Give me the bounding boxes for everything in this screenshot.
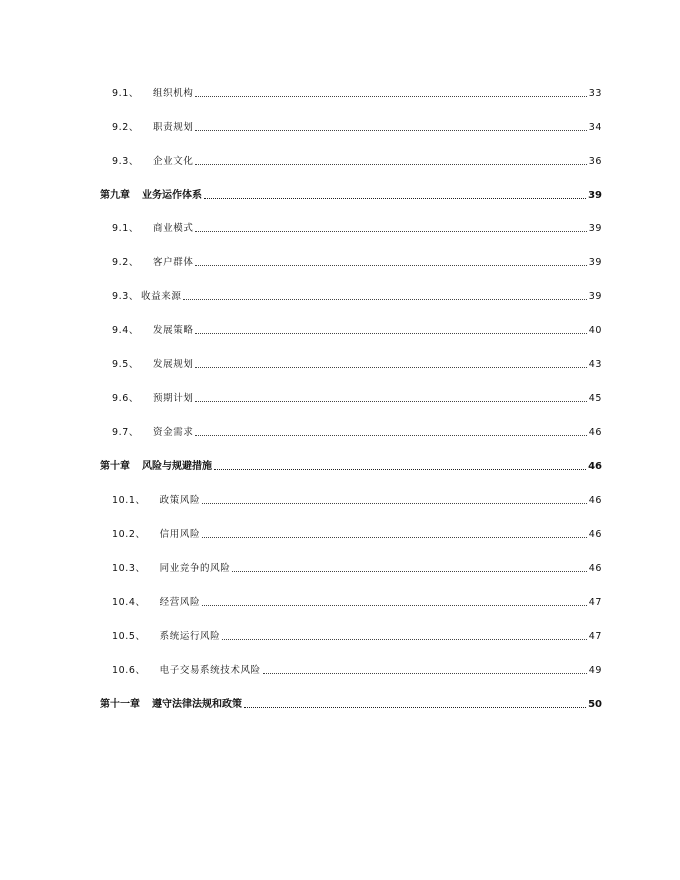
toc-entry-page-number: 39 xyxy=(588,257,602,268)
toc-entry-page-number: 46 xyxy=(588,563,602,574)
toc-entry-number: 9.1、 xyxy=(112,223,140,234)
dot-leader xyxy=(195,163,586,165)
toc-entry-page-number: 40 xyxy=(588,325,602,336)
toc-section-entry[interactable] xyxy=(0,656,680,676)
toc-section-entry[interactable] xyxy=(0,520,680,540)
toc-entry-title: 业务运作体系 xyxy=(142,190,202,201)
toc-entry-title: 商业模式 xyxy=(153,223,194,234)
toc-section-entry[interactable] xyxy=(0,248,680,268)
toc-entry-title: 发展策略 xyxy=(153,325,194,336)
toc-entry-page-number: 49 xyxy=(588,665,602,676)
toc-entry-number: 10.3、 xyxy=(112,563,146,574)
toc-section-entry[interactable] xyxy=(0,588,680,608)
toc-entry-page-number: 33 xyxy=(588,88,602,99)
toc-entry-page-number: 39 xyxy=(588,190,602,201)
toc-entry-page-number: 46 xyxy=(588,495,602,506)
toc-section-entry[interactable] xyxy=(0,147,680,167)
toc-entry-page-number: 47 xyxy=(588,631,602,642)
toc-entry-title: 收益来源 xyxy=(141,291,182,302)
toc-entry-page-number: 47 xyxy=(588,597,602,608)
toc-entry-title: 遵守法律法规和政策 xyxy=(152,699,242,710)
dot-leader xyxy=(202,502,587,504)
toc-entry-number: 第九章 xyxy=(100,190,130,201)
toc-chapter-entry[interactable] xyxy=(0,452,680,472)
dot-leader xyxy=(195,366,586,368)
toc-entry-page-number: 36 xyxy=(588,156,602,167)
toc-entry-number: 9.6、 xyxy=(112,393,140,404)
dot-leader xyxy=(263,672,587,674)
toc-entry-title: 职责规划 xyxy=(153,122,194,133)
toc-entry-page-number: 45 xyxy=(588,393,602,404)
toc-chapter-entry[interactable] xyxy=(0,690,680,710)
dot-leader xyxy=(183,298,586,300)
toc-entry-title: 电子交易系统技术风险 xyxy=(159,665,261,676)
toc-entry-number: 9.2、 xyxy=(112,122,140,133)
toc-section-entry[interactable] xyxy=(0,554,680,574)
toc-section-entry[interactable] xyxy=(0,113,680,133)
toc-section-entry[interactable] xyxy=(0,350,680,370)
toc-chapter-entry[interactable] xyxy=(0,181,680,201)
dot-leader xyxy=(195,400,586,402)
toc-section-entry[interactable] xyxy=(0,282,680,302)
toc-entry-title: 政策风险 xyxy=(159,495,201,506)
toc-entry-title: 客户群体 xyxy=(153,257,194,268)
toc-entry-title: 系统运行风险 xyxy=(159,631,221,642)
toc-entry-title: 信用风险 xyxy=(159,529,201,540)
toc-entry-number: 10.1、 xyxy=(112,495,146,506)
toc-entry-number: 10.2、 xyxy=(112,529,146,540)
toc-entry-number: 9.7、 xyxy=(112,427,140,438)
toc-entry-page-number: 50 xyxy=(588,699,602,710)
toc-entry-title: 组织机构 xyxy=(153,88,194,99)
toc-section-entry[interactable] xyxy=(0,79,680,99)
dot-leader xyxy=(232,570,586,572)
toc-entry-number: 10.5、 xyxy=(112,631,146,642)
dot-leader xyxy=(195,129,586,131)
toc-section-entry[interactable] xyxy=(0,316,680,336)
toc-section-entry[interactable] xyxy=(0,622,680,642)
toc-entry-number: 9.2、 xyxy=(112,257,140,268)
dot-leader xyxy=(195,434,586,436)
toc-entry-title: 经营风险 xyxy=(159,597,201,608)
toc-entry-number: 第十一章 xyxy=(100,699,140,710)
toc-entry-page-number: 34 xyxy=(588,122,602,133)
dot-leader xyxy=(195,95,586,97)
dot-leader xyxy=(195,230,586,232)
toc-entry-page-number: 39 xyxy=(588,223,602,234)
toc-entry-page-number: 39 xyxy=(588,291,602,302)
dot-leader xyxy=(204,197,586,199)
dot-leader xyxy=(202,604,587,606)
toc-entry-number: 10.6、 xyxy=(112,665,146,676)
toc-entry-title: 企业文化 xyxy=(153,156,194,167)
toc-entry-title: 风险与规避措施 xyxy=(142,461,212,472)
toc-entry-number: 10.4、 xyxy=(112,597,146,608)
toc-entry-title: 预期计划 xyxy=(153,393,194,404)
dot-leader xyxy=(195,332,586,334)
toc-entry-number: 9.5、 xyxy=(112,359,140,370)
toc-entry-number: 9.4、 xyxy=(112,325,140,336)
toc-entry-page-number: 46 xyxy=(588,529,602,540)
toc-entry-page-number: 46 xyxy=(588,461,602,472)
toc-entry-page-number: 46 xyxy=(588,427,602,438)
dot-leader xyxy=(222,638,586,640)
toc-section-entry[interactable] xyxy=(0,418,680,438)
toc-entry-number: 9.3、 xyxy=(112,291,140,302)
toc-entry-title: 发展规划 xyxy=(153,359,194,370)
toc-entry-number: 9.1、 xyxy=(112,88,140,99)
dot-leader xyxy=(214,468,586,470)
toc-entry-title: 同业竞争的风险 xyxy=(159,563,231,574)
toc-entry-title: 资金需求 xyxy=(153,427,194,438)
toc-entry-number: 第十章 xyxy=(100,461,130,472)
toc-section-entry[interactable] xyxy=(0,384,680,404)
toc-entry-page-number: 43 xyxy=(588,359,602,370)
toc-section-entry[interactable] xyxy=(0,214,680,234)
dot-leader xyxy=(202,536,587,538)
dot-leader xyxy=(195,264,586,266)
dot-leader xyxy=(244,706,586,708)
toc-section-entry[interactable] xyxy=(0,486,680,506)
toc-entry-number: 9.3、 xyxy=(112,156,140,167)
